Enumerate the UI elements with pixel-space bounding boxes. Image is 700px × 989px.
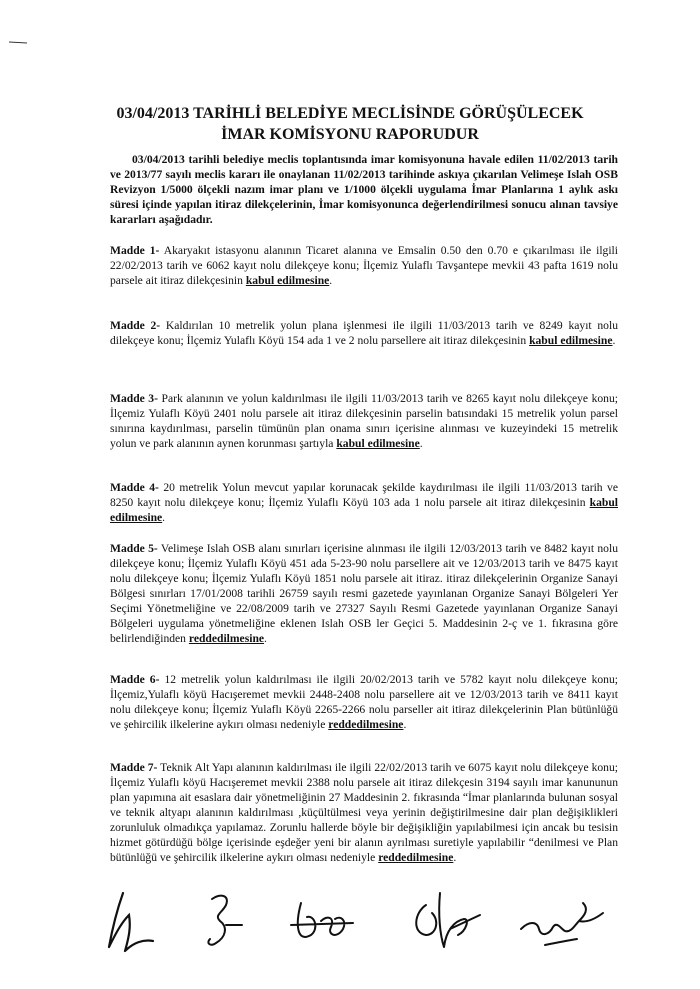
- signature-3: [285, 885, 365, 960]
- madde-text: Teknik Alt Yapı alanının kaldırılması ile ilgili 22/02/2013 tarih ve 6075 kayıt nolu dilekçeye konu; İlçemiz Yulaflı köyü Hacışeremet mevkii 2388 nolu parsele ait itiraz dilekçesin 3194 sayılı imar kanununun plan yapımına ait esaslara dair yönetmeliğinin 27 Maddesinin 2. fıkrasında “İmar planlarında bulunan sosyal ve teknik altyapı alanının kaldırılması ,küçültülmesi veya yerinin değiştirilmesine dair plan değişiklikleri zorunluluk olmadıkça yapılamaz. Zorunlu hallerde böyle bir değişikliğin yapılabilmesi için ancak bu tesisin hizmet götürdüğü bölge içerisinde eşdeğer yeni bir alanın ayrılması suretiyle yapılabilir “denilmesi ve Plan bütünlüğü ve şehircilik ilkelerine aykırı olması nedeniyle: [110, 761, 618, 864]
- signature-4: [400, 885, 490, 960]
- decision-text: kabul edilmesine: [529, 334, 613, 347]
- madde-text: 20 metrelik Yolun mevcut yapılar korunacak şekilde kaydırılması ile ilgili 11/03/2013 tarih ve 8250 kayıt nolu dilekçeye konu; İlçemiz Yulaflı Köyü 103 ada 1 nolu parsele ait itiraz dilekçesinin: [110, 481, 618, 509]
- signature-row: [95, 885, 605, 965]
- decision-text: reddedilmesine: [328, 718, 404, 731]
- title-line-1: 03/04/2013 TARİHLİ BELEDİYE MECLİSİNDE GÖRÜŞÜLECEK: [116, 105, 584, 122]
- madde-label: Madde 3-: [110, 392, 158, 405]
- signature-5: [515, 885, 610, 960]
- decision-text: kabul edilmesine: [245, 274, 330, 287]
- madde-text: Velimeşe Islah OSB alanı sınırları içerisine alınması ile ilgili 12/03/2013 tarih ve 8482 kayıt nolu dilekçeye konu; İlçemiz Yulaflı Köyü 451 ada 5-23-90 nolu parsellere ait ve 12/03/2013 tarih ve 8475 kayıt nolu dilekçeye konu; İlçemiz Yulaflı Köyü 1851 nolu parsele ait itiraz. itiraz dilekçelerinin Organize Sanayi Bölgesi sınırları 17/01/2008 tarihli 26759 sayılı resmi gazetede yayınlanan Organize Sanayi Bölgeleri Yer Seçimi Yönetmeliğine ve 22/08/2009 tarih ve 27327 Sayılı Resmi Gazetede yayınlanan Organize Sanayi Bölgeleri uygulama yönetmeliğine eklenen Islah OSB ler Geçici 5. Maddesinin 2-ç ve 1. fıkrasına göre belirlendiğinden: [110, 542, 618, 645]
- madde-text: 12 metrelik yolun kaldırılması ile ilgili 20/02/2013 tarih ve 5782 kayıt nolu dilekçeye konu; İlçemiz,Yulaflı köyü Hacışeremet mevkii 2448-2408 nolu parsellere ait ve 12/03/2013 tarih ve 8411 kayıt nolu dilekçeye konu; İlçemiz Yulaflı Köyü 2265-2266 nolu parseller ait itiraz dilekçelerinin Plan bütünlüğü ve şehircilik ilkelerine aykırı olması nedeniyle: [110, 673, 618, 731]
- madde-label: Madde 2-: [110, 319, 161, 332]
- document-title: [60, 103, 640, 145]
- madde-1: Madde 1- Akaryakıt istasyonu alanının Ticaret alanına ve Emsalin 0.50 den 0.70 e çıkarılması ile ilgili 22/02/2013 tarih ve 6062 kayıt nolu dilekçeye konu; İlçemiz Yulaflı Tavşantepe mevkii 43 pafta 1619 nolu parsele ait itiraz dilekçesinin kabul edilmesine.: [110, 244, 618, 287]
- madde-6: Madde 6- 12 metrelik yolun kaldırılması ile ilgili 20/02/2013 tarih ve 5782 kayıt nolu dilekçeye konu; İlçemiz,Yulaflı köyü Hacışeremet mevkii 2448-2408 nolu parsellere ait ve 12/03/2013 tarih ve 8411 kayıt nolu dilekçeye konu; İlçemiz Yulaflı Köyü 2265-2266 nolu parseller ait itiraz dilekçelerinin Plan bütünlüğü ve şehircilik ilkelerine aykırı olması nedeniyle reddedilmesine.: [110, 673, 618, 731]
- title-line-2: İMAR KOMİSYONU RAPORUDUR: [221, 126, 479, 143]
- decision-text: kabul edilmesine: [110, 496, 618, 524]
- madde-text: Kaldırılan 10 metrelik yolun plana işlenmesi ile ilgili 11/03/2013 tarih ve 8249 kayıt nolu dilekçeye konu; İlçemiz Yulaflı Köyü 154 ada 1 ve 2 nolu parsellere ait itiraz dilekçesinin: [110, 319, 618, 347]
- intro-paragraph: 03/04/2013 tarihli belediye meclis toplantısında imar komisyonuna havale edilen 11/02/2013 tarih ve 2013/77 sayılı meclis kararı ile onaylanan 11/02/2013 tarihinde askıya çıkarılan Velimeşe Islah OSB Revizyon 1/5000 ölçekli nazım imar planı ve 1/1000 ölçekli uygulama İmar Planlarına 1 aylık askı süresi içinde yapılan itiraz dilekçelerinin, İmar komisyonunca değerlendirilmesi sonucu alınan tavsiye kararları aşağıdadır.: [110, 153, 618, 226]
- madde-label: Madde 1-: [110, 244, 160, 257]
- madde-2: Madde 2- Kaldırılan 10 metrelik yolun plana işlenmesi ile ilgili 11/03/2013 tarih ve 8249 kayıt nolu dilekçeye konu; İlçemiz Yulaflı Köyü 154 ada 1 ve 2 nolu parsellere ait itiraz dilekçesinin kabul edilmesine.: [110, 319, 618, 347]
- madde-text: Akaryakıt istasyonu alanının Ticaret alanına ve Emsalin 0.50 den 0.70 e çıkarılması ile ilgili 22/02/2013 tarih ve 6062 kayıt nolu dilekçeye konu; İlçemiz Yulaflı Tavşantepe mevkii 43 pafta 1619 nolu parsele ait itiraz dilekçesinin: [110, 244, 618, 287]
- madde-text: Park alanının ve yolun kaldırılması ile ilgili 11/03/2013 tarih ve 8265 kayıt nolu dilekçeye konu; İlçemiz Yulaflı Köyü 2401 nolu parsele ait itiraz dilekçesinin parselin batısındaki 15 metrelik yolun parsel sınırına kaydırılması, parselin tümünün plan onama sınırı içerisine alınması ve kuzeyindeki 15 metrelik yolun ve park alanının aynen korunması şartıyla: [110, 392, 618, 450]
- signature-1: [95, 885, 165, 960]
- madde-5: Madde 5- Velimeşe Islah OSB alanı sınırları içerisine alınması ile ilgili 12/03/2013 tarih ve 8482 kayıt nolu dilekçeye konu; İlçemiz Yulaflı Köyü 451 ada 5-23-90 nolu parsellere ait ve 12/03/2013 tarih ve 8475 kayıt nolu dilekçeye konu; İlçemiz Yulaflı Köyü 1851 nolu parsele ait itiraz. itiraz dilekçelerinin Organize Sanayi Bölgesi sınırları 17/01/2008 tarihli 26759 sayılı resmi gazetede yayınlanan Organize Sanayi Bölgeleri Yer Seçimi Yönetmeliğine ve 22/08/2009 tarih ve 27327 Sayılı Resmi Gazetede yayınlanan Organize Sanayi Bölgeleri uygulama yönetmeliğine eklenen Islah OSB ler Geçici 5. Maddesinin 2-ç ve 1. fıkrasına göre belirlendiğinden reddedilmesine.: [110, 542, 618, 645]
- madde-4: Madde 4- 20 metrelik Yolun mevcut yapılar korunacak şekilde kaydırılması ile ilgili 11/03/2013 tarih ve 8250 kayıt nolu dilekçeye konu; İlçemiz Yulaflı Köyü 103 ada 1 nolu parsele ait itiraz dilekçesinin kabul edilmesine.: [110, 481, 618, 524]
- decision-text: reddedilmesine: [378, 851, 454, 864]
- madde-label: Madde 5-: [110, 542, 158, 555]
- madde-label: Madde 6-: [110, 673, 160, 686]
- scan-mark: [9, 40, 29, 45]
- decision-text: reddedilmesine: [188, 632, 265, 645]
- signature-2: [190, 885, 260, 960]
- madde-7: Madde 7- Teknik Alt Yapı alanının kaldırılması ile ilgili 22/02/2013 tarih ve 6075 kayıt nolu dilekçeye konu; İlçemiz Yulaflı köyü Hacışeremet mevkii 2388 nolu parsele ait itiraz dilekçesin 3194 sayılı imar kanununun plan yapımına ait esaslara dair yönetmeliğinin 27 Maddesinin 2. fıkrasında “İmar planlarında bulunan sosyal ve teknik altyapı alanının kaldırılması ,küçültülmesi veya yerinin değiştirilmesine dair plan değişiklikleri zorunluluk olmadıkça yapılamaz. Zorunlu hallerde böyle bir değişikliğin yapılabilmesi için ancak bu tesisin hizmet götürdüğü bölge içerisinde eşdeğer yeni bir alanın ayrılması suretiyle yapılabilir “denilmesi ve Plan bütünlüğü ve şehircilik ilkelerine aykırı olması nedeniyle reddedilmesine.: [110, 761, 618, 864]
- madde-label: Madde 7-: [110, 761, 158, 774]
- madde-label: Madde 4-: [110, 481, 159, 494]
- decision-text: kabul edilmesine: [336, 437, 420, 450]
- madde-3: Madde 3- Park alanının ve yolun kaldırılması ile ilgili 11/03/2013 tarih ve 8265 kayıt nolu dilekçeye konu; İlçemiz Yulaflı Köyü 2401 nolu parsele ait itiraz dilekçesinin parselin batısındaki 15 metrelik yolun parsel sınırına kaydırılması, parselin tümünün plan onama sınırı içerisine alınması ve kuzeyindeki 15 metrelik yolun ve park alanının aynen korunması şartıyla kabul edilmesine.: [110, 392, 618, 450]
